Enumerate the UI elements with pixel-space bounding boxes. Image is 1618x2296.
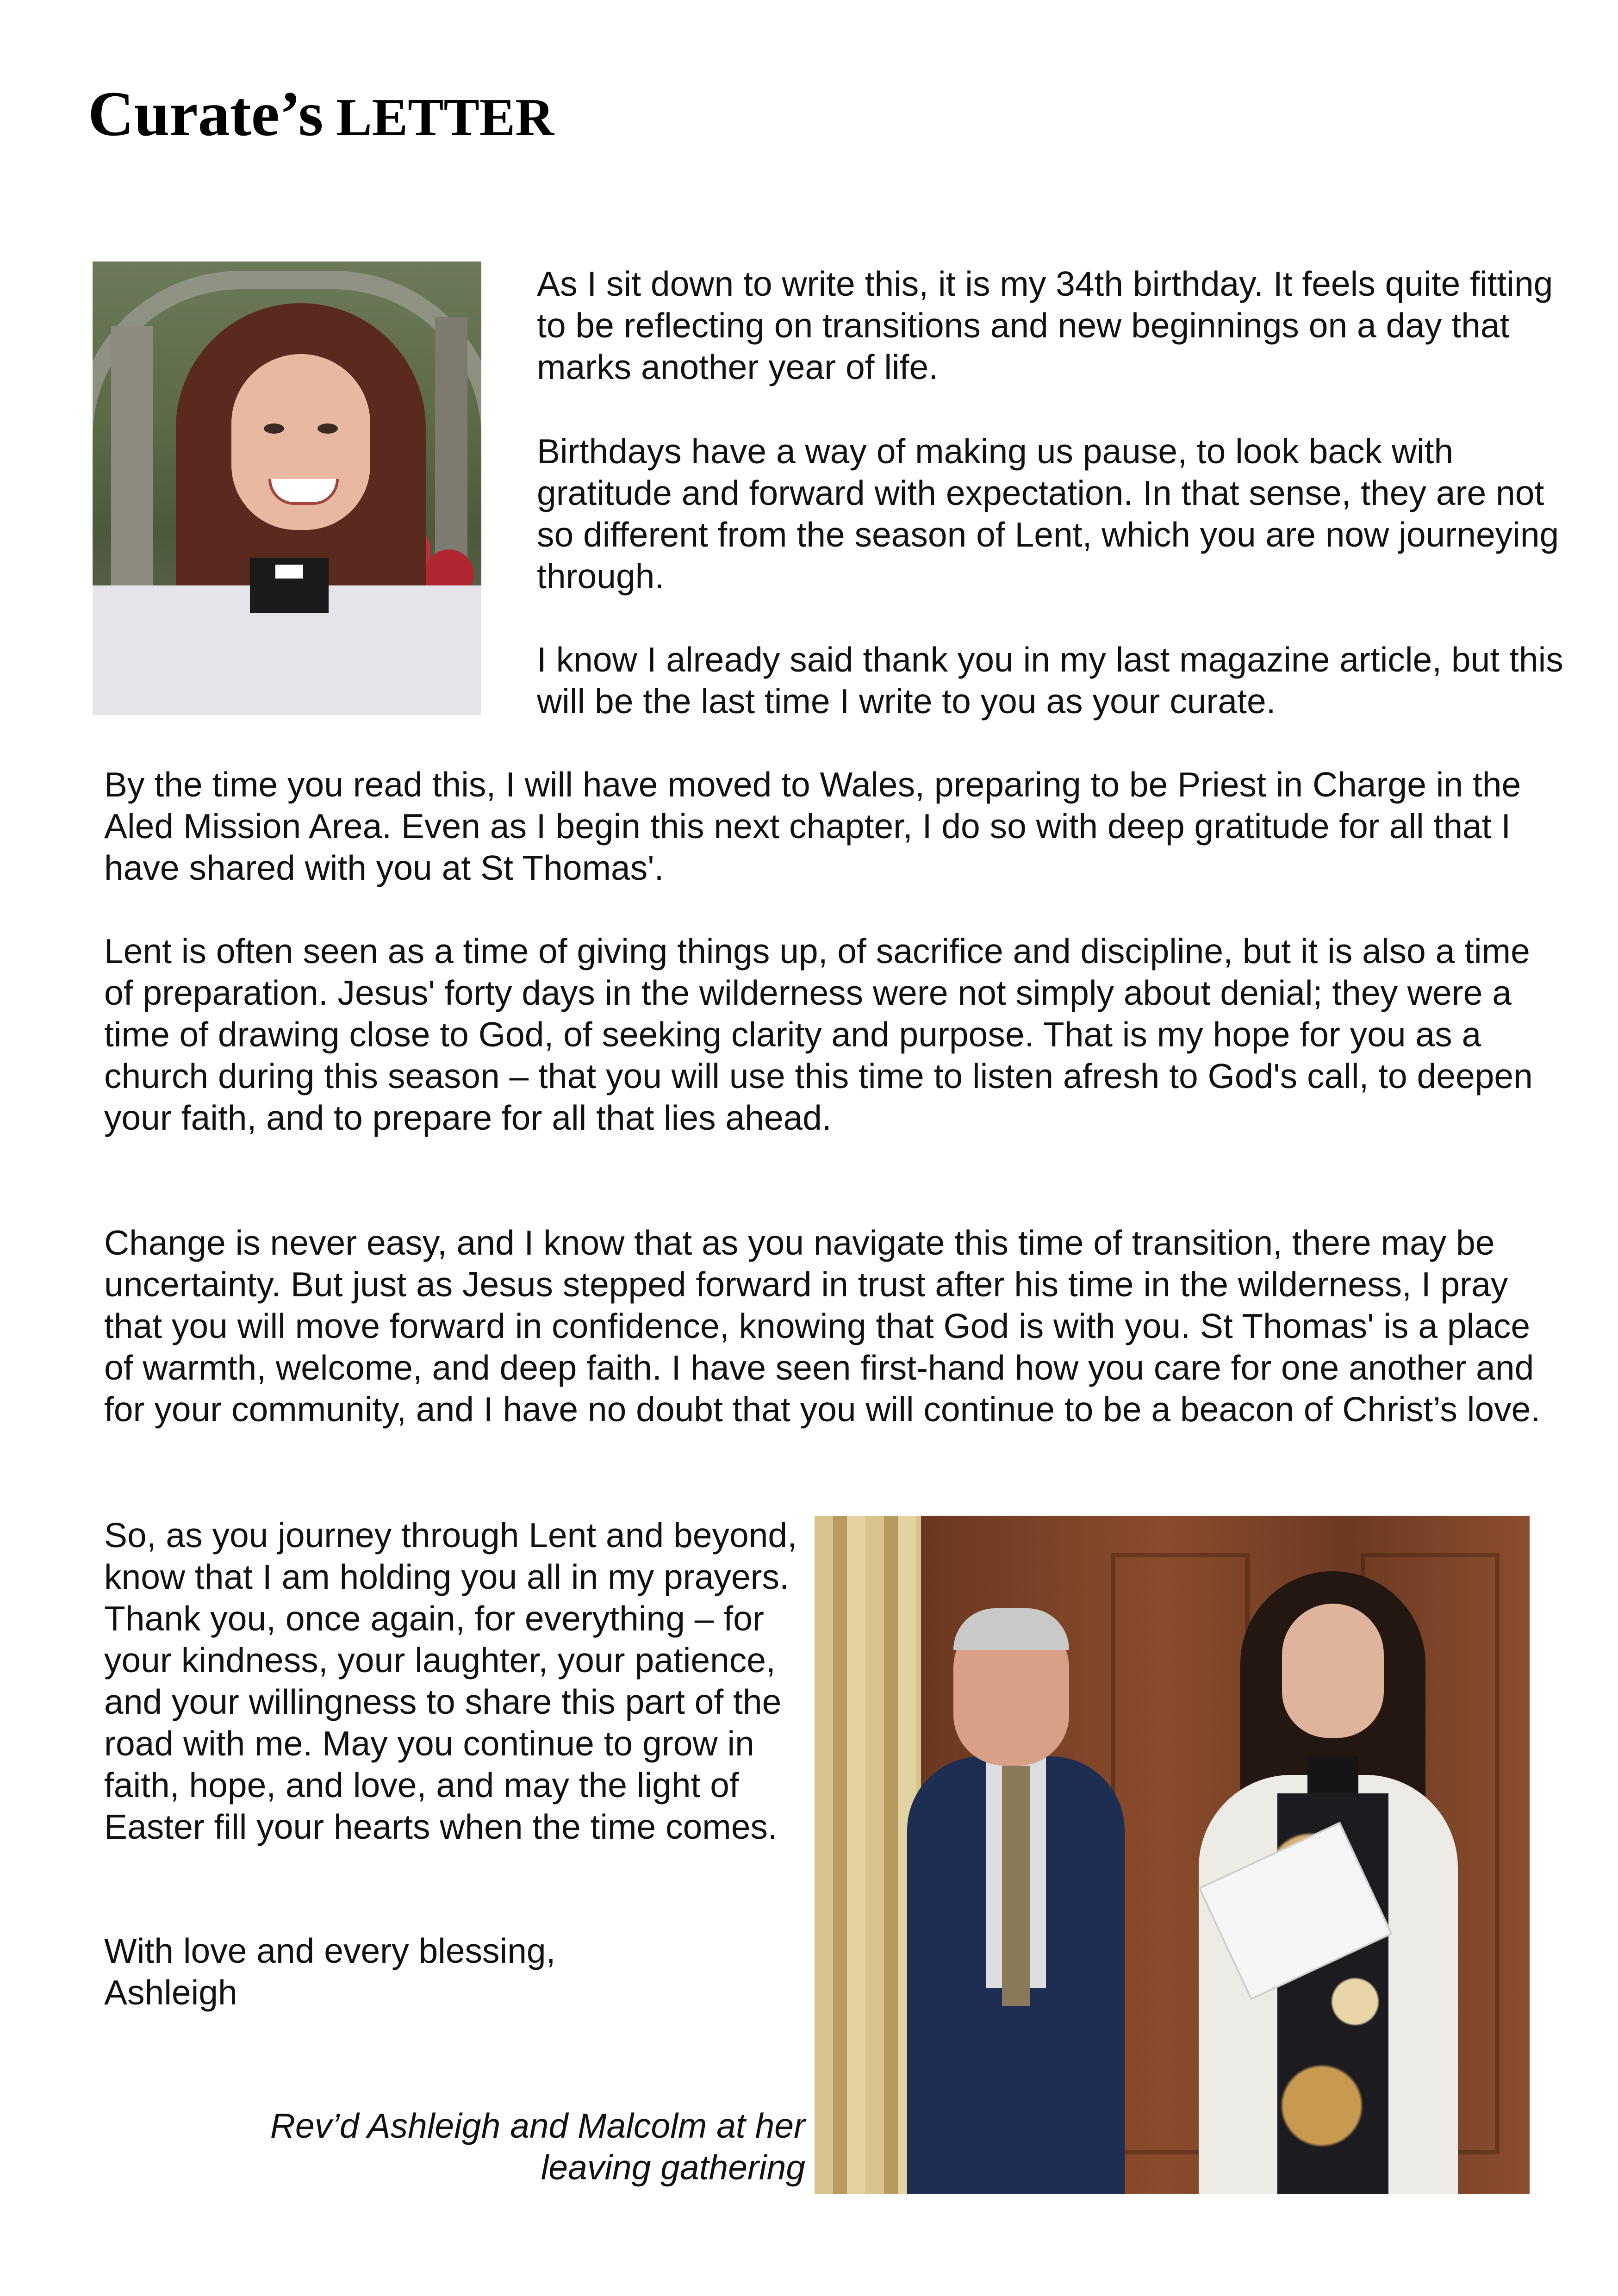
photo-caption bbox=[88, 2105, 805, 2188]
paragraph-thank-you: I know I already said thank you in my last magazine article, but this will be the last time I write to you as your curate. bbox=[537, 640, 1563, 721]
page-title bbox=[88, 79, 554, 149]
paragraph-change: Change is never easy, and I know that as you navigate this time of transition, there may be uncertainty. But just as Jesus stepped forward in trust after his time in the wilderness, I pray that you will move forward in confidence, knowing that God is with you. St Thomas' is a place of warmth, welcome, and deep faith. I have seen first-hand how you care for one another and for your community, and I have no doubt that you will continue to be a beacon of Christ’s love. bbox=[104, 1223, 1541, 1429]
title-letter: LETTER bbox=[336, 88, 554, 147]
title-curates: Curate’s bbox=[88, 78, 324, 149]
paragraph-birthday: As I sit down to write this, it is my 34th birthday. It feels quite fitting to be reflecting on transitions and new beginnings on a day that marks another year of life. bbox=[537, 264, 1553, 386]
paragraph-moving-to-wales: By the time you read this, I will have moved to Wales, preparing to be Priest in Charge in the Aled Mission Area. Even as I begin this next chapter, I do so with deep gratitude for all that I have shared with you at St Thomas'. bbox=[104, 765, 1521, 887]
caption-line-2: leaving gathering bbox=[541, 2148, 805, 2187]
paragraph-lent: Lent is often seen as a time of giving things up, of sacrifice and discipline, but it is also a time of preparation. Jesus' forty days in the wilderness were not simply about denial; they were a time of drawing close to God, of seeking clarity and purpose. That is my hope for you as a church during this season – that you will use this time to listen afresh to God's call, to deepen your faith, and to prepare for all that lies ahead. bbox=[104, 932, 1533, 1137]
paragraph-closing-prayer: So, as you journey through Lent and beyond, know that I am holding you all in my prayers. Thank you, once again, for everything – for your kindness, your laughter, your patience, and your willingness to share this part of the road with me. May you continue to grow in faith, hope, and love, and may the light of Easter fill your hearts when the time comes. bbox=[104, 1516, 797, 1846]
signature: Ashleigh bbox=[104, 1973, 237, 2012]
closing-line: With love and every blessing, bbox=[104, 1931, 556, 1970]
curate-portrait-photo bbox=[93, 261, 481, 715]
paragraph-birthdays-reflection: Birthdays have a way of making us pause, to look back with gratitude and forward with expectation. In that sense, they are not so different from the season of Lent, which you are now journeying through. bbox=[537, 432, 1559, 596]
leaving-gathering-photo bbox=[815, 1516, 1530, 2194]
caption-line-1: Rev’d Ashleigh and Malcolm at her bbox=[270, 2106, 805, 2145]
